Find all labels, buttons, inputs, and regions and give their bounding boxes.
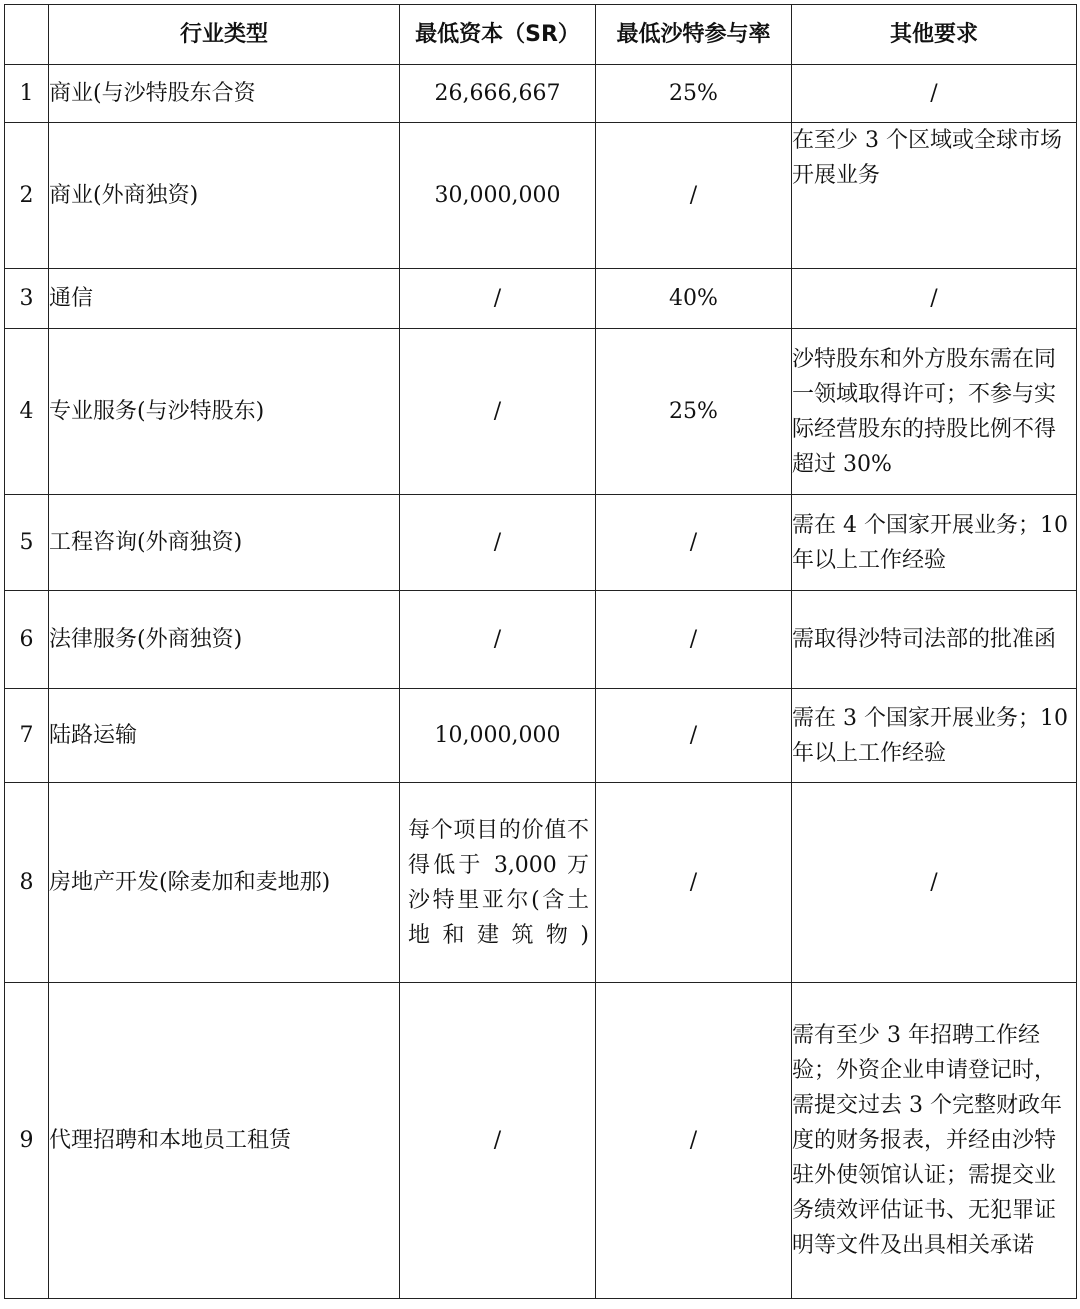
industry-cell: 法律服务(外商独资) <box>49 591 400 689</box>
capital-cell: / <box>400 269 596 329</box>
ratio-cell: / <box>596 591 792 689</box>
header-ratio: 最低沙特参与率 <box>596 5 792 65</box>
ratio-cell: / <box>596 689 792 783</box>
row-number: 9 <box>5 983 49 1299</box>
row-number: 5 <box>5 495 49 591</box>
table-row <box>5 783 1077 983</box>
table-row <box>5 329 1077 495</box>
other-requirements-cell: 需在 4 个国家开展业务；10 年以上工作经验 <box>792 495 1077 591</box>
table-row <box>5 495 1077 591</box>
ratio-cell: 25% <box>596 329 792 495</box>
header-industry: 行业类型 <box>49 5 400 65</box>
capital-cell: / <box>400 495 596 591</box>
header-num <box>5 5 49 65</box>
capital-cell: 26,666,667 <box>400 65 596 123</box>
industry-cell: 工程咨询(外商独资) <box>49 495 400 591</box>
ratio-cell: / <box>596 783 792 983</box>
other-requirements-cell: 沙特股东和外方股东需在同一领域取得许可；不参与实际经营股东的持股比例不得超过 30% <box>792 329 1077 495</box>
ratio-cell: 25% <box>596 65 792 123</box>
header-other: 其他要求 <box>792 5 1077 65</box>
row-number: 2 <box>5 123 49 269</box>
row-number: 1 <box>5 65 49 123</box>
other-requirements-cell: 需取得沙特司法部的批准函 <box>792 591 1077 689</box>
ratio-cell: / <box>596 983 792 1299</box>
industry-cell: 房地产开发(除麦加和麦地那) <box>49 783 400 983</box>
table-row <box>5 269 1077 329</box>
capital-cell: 每个项目的价值不得低于 3,000 万沙特里亚尔(含土地和建筑物) <box>400 783 596 983</box>
other-requirements-cell: 在至少 3 个区域或全球市场开展业务 <box>792 123 1077 269</box>
capital-cell: 10,000,000 <box>400 689 596 783</box>
capital-cell: / <box>400 591 596 689</box>
industry-cell: 通信 <box>49 269 400 329</box>
other-requirements-cell: / <box>792 65 1077 123</box>
other-requirements-cell: 需在 3 个国家开展业务；10 年以上工作经验 <box>792 689 1077 783</box>
header-row <box>5 5 1077 65</box>
capital-cell: / <box>400 329 596 495</box>
table-row <box>5 689 1077 783</box>
table-row <box>5 591 1077 689</box>
other-requirements-cell: / <box>792 269 1077 329</box>
row-number: 6 <box>5 591 49 689</box>
other-requirements-cell: / <box>792 783 1077 983</box>
industry-cell: 陆路运输 <box>49 689 400 783</box>
requirements-table <box>4 4 1077 1299</box>
row-number: 8 <box>5 783 49 983</box>
row-number: 4 <box>5 329 49 495</box>
capital-cell: / <box>400 983 596 1299</box>
industry-cell: 专业服务(与沙特股东) <box>49 329 400 495</box>
table-row <box>5 123 1077 269</box>
ratio-cell: / <box>596 123 792 269</box>
ratio-cell: 40% <box>596 269 792 329</box>
row-number: 3 <box>5 269 49 329</box>
capital-cell: 30,000,000 <box>400 123 596 269</box>
table-row <box>5 983 1077 1299</box>
ratio-cell: / <box>596 495 792 591</box>
header-capital: 最低资本（SR） <box>400 5 596 65</box>
other-requirements-cell: 需有至少 3 年招聘工作经验；外资企业申请登记时，需提交过去 3 个完整财政年度的财务报表，并经由沙特驻外使领馆认证；需提交业务绩效评估证书、无犯罪证明等文件及出具相关承诺 <box>792 983 1077 1299</box>
row-number: 7 <box>5 689 49 783</box>
industry-cell: 商业(外商独资) <box>49 123 400 269</box>
industry-cell: 代理招聘和本地员工租赁 <box>49 983 400 1299</box>
table-row <box>5 65 1077 123</box>
industry-cell: 商业(与沙特股东合资 <box>49 65 400 123</box>
